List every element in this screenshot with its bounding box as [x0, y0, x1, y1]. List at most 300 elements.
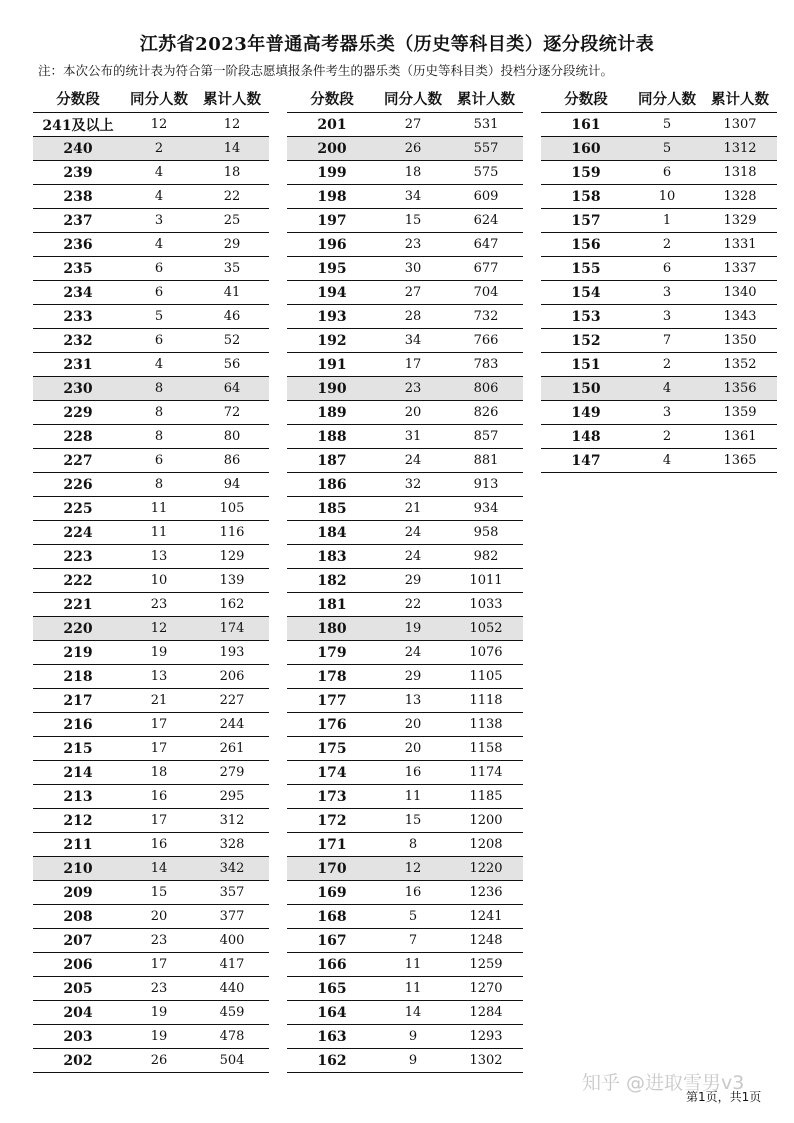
- cumulative-cell: 357: [219, 885, 245, 900]
- table-row: [33, 881, 269, 905]
- table-rows: [287, 112, 523, 1073]
- cumulative-cell: 478: [219, 1029, 245, 1044]
- score-cell: 152: [571, 332, 601, 349]
- score-cell: 230: [63, 380, 93, 397]
- cumulative-cell: 328: [219, 837, 245, 852]
- same-count-cell: 19: [150, 1005, 168, 1020]
- same-count-cell: 17: [150, 741, 168, 756]
- table-row: [287, 209, 523, 233]
- table-row: [287, 521, 523, 545]
- same-count-cell: 3: [662, 285, 672, 300]
- cumulative-cell: 18: [223, 165, 241, 180]
- same-count-cell: 17: [150, 957, 168, 972]
- table-row: [33, 905, 269, 929]
- cumulative-cell: 72: [223, 405, 241, 420]
- score-cell: 234: [63, 284, 93, 301]
- cumulative-cell: 826: [473, 405, 499, 420]
- cumulative-cell: 857: [473, 429, 499, 444]
- same-count-cell: 13: [150, 549, 168, 564]
- same-count-cell: 3: [154, 213, 164, 228]
- same-count-cell: 6: [154, 453, 164, 468]
- score-cell: 231: [63, 356, 93, 373]
- score-cell: 226: [63, 476, 93, 493]
- table-rows: [33, 112, 269, 1073]
- same-count-cell: 14: [404, 1005, 422, 1020]
- same-count-cell: 15: [404, 813, 422, 828]
- score-cell: 236: [63, 236, 93, 253]
- table-row: [287, 545, 523, 569]
- same-count-cell: 2: [154, 141, 164, 156]
- cumulative-cell: 105: [219, 501, 245, 516]
- cumulative-cell: 41: [223, 285, 241, 300]
- score-cell: 201: [317, 116, 347, 133]
- score-cell: 192: [317, 332, 347, 349]
- cumulative-cell: 1270: [469, 981, 503, 996]
- cumulative-cell: 52: [223, 333, 241, 348]
- score-cell: 198: [317, 188, 347, 205]
- same-count-cell: 16: [150, 837, 168, 852]
- cumulative-cell: 1284: [469, 1005, 503, 1020]
- cumulative-cell: 459: [219, 1005, 245, 1020]
- score-cell: 175: [317, 740, 347, 757]
- table-row: [541, 305, 777, 329]
- table-row: [287, 281, 523, 305]
- table-column-2: [287, 86, 523, 1073]
- table-row: [33, 281, 269, 305]
- table-row: [541, 449, 777, 473]
- cumulative-cell: 677: [473, 261, 499, 276]
- same-count-cell: 32: [404, 477, 422, 492]
- table-row: [287, 737, 523, 761]
- table-row: [33, 257, 269, 281]
- table-row: [287, 929, 523, 953]
- score-cell: 159: [571, 164, 601, 181]
- table-row: [287, 905, 523, 929]
- same-count-cell: 15: [150, 885, 168, 900]
- score-cell: 199: [317, 164, 347, 181]
- table-row: [33, 233, 269, 257]
- same-count-cell: 26: [404, 141, 422, 156]
- score-cell: 167: [317, 932, 347, 949]
- table-row: [33, 929, 269, 953]
- same-count-cell: 11: [404, 981, 422, 996]
- table-row: [33, 785, 269, 809]
- same-count-cell: 31: [404, 429, 422, 444]
- score-cell: 238: [63, 188, 93, 205]
- cumulative-cell: 958: [473, 525, 499, 540]
- cumulative-cell: 174: [219, 621, 245, 636]
- same-count-cell: 29: [404, 573, 422, 588]
- score-cell: 174: [317, 764, 347, 781]
- score-cell: 176: [317, 716, 347, 733]
- cumulative-cell: 80: [223, 429, 241, 444]
- table-row: [33, 641, 269, 665]
- score-cell: 180: [317, 620, 347, 637]
- score-cell: 171: [317, 836, 347, 853]
- table-row: [33, 377, 269, 401]
- table-row: [287, 833, 523, 857]
- score-cell: 169: [317, 884, 347, 901]
- score-cell: 215: [63, 740, 93, 757]
- same-count-cell: 18: [404, 165, 422, 180]
- cumulative-cell: 557: [473, 141, 499, 156]
- table-row: [287, 689, 523, 713]
- cumulative-cell: 1352: [723, 357, 757, 372]
- cumulative-cell: 934: [473, 501, 499, 516]
- score-cell: 183: [317, 548, 347, 565]
- cumulative-cell: 46: [223, 309, 241, 324]
- cumulative-cell: 783: [473, 357, 499, 372]
- header-score: 分数段: [564, 91, 608, 108]
- table-row: [287, 377, 523, 401]
- watermark: 知乎 @进取雪男v3: [582, 1072, 745, 1094]
- table-row: [33, 209, 269, 233]
- cumulative-cell: 913: [473, 477, 499, 492]
- score-cell: 228: [63, 428, 93, 445]
- table-row: [287, 785, 523, 809]
- same-count-cell: 23: [404, 237, 422, 252]
- cumulative-cell: 279: [219, 765, 245, 780]
- table-row: [287, 185, 523, 209]
- cumulative-cell: 575: [473, 165, 499, 180]
- table-row: [33, 809, 269, 833]
- score-cell: 170: [317, 860, 347, 877]
- cumulative-cell: 1033: [469, 597, 503, 612]
- table-row: [33, 329, 269, 353]
- table-row: [33, 713, 269, 737]
- cumulative-cell: 1052: [469, 621, 503, 636]
- table-row: [287, 881, 523, 905]
- cumulative-cell: 1340: [723, 285, 757, 300]
- score-cell: 173: [317, 788, 347, 805]
- cumulative-cell: 1337: [723, 261, 757, 276]
- same-count-cell: 20: [404, 717, 422, 732]
- cumulative-cell: 12: [223, 117, 241, 132]
- same-count-cell: 21: [404, 501, 422, 516]
- same-count-cell: 6: [154, 261, 164, 276]
- cumulative-cell: 244: [219, 717, 245, 732]
- cumulative-cell: 116: [219, 525, 245, 540]
- score-cell: 177: [317, 692, 347, 709]
- cumulative-cell: 732: [473, 309, 499, 324]
- table-row: [541, 425, 777, 449]
- cumulative-cell: 982: [473, 549, 499, 564]
- table-row: [33, 569, 269, 593]
- same-count-cell: 11: [150, 501, 168, 516]
- same-count-cell: 17: [150, 717, 168, 732]
- score-cell: 204: [63, 1004, 93, 1021]
- score-cell: 197: [317, 212, 347, 229]
- table-row: [33, 857, 269, 881]
- same-count-cell: 4: [154, 189, 164, 204]
- same-count-cell: 4: [154, 165, 164, 180]
- table-rows: [541, 112, 777, 473]
- score-cell: 208: [63, 908, 93, 925]
- same-count-cell: 14: [150, 861, 168, 876]
- cumulative-cell: 440: [219, 981, 245, 996]
- same-count-cell: 4: [662, 381, 672, 396]
- header-same-count: 同分人数: [384, 91, 442, 108]
- cumulative-cell: 881: [473, 453, 499, 468]
- cumulative-cell: 312: [219, 813, 245, 828]
- same-count-cell: 7: [408, 933, 418, 948]
- table-row: [287, 1049, 523, 1073]
- same-count-cell: 29: [404, 669, 422, 684]
- score-cell: 235: [63, 260, 93, 277]
- table-note: 注：本次公布的统计表为符合第一阶段志愿填报条件考生的器乐类（历史等科目类）投档分逐分段统计。: [38, 63, 614, 78]
- score-cell: 158: [571, 188, 601, 205]
- table-row: [287, 497, 523, 521]
- score-cell: 157: [571, 212, 601, 229]
- same-count-cell: 4: [154, 237, 164, 252]
- score-cell: 154: [571, 284, 601, 301]
- same-count-cell: 23: [150, 597, 168, 612]
- table-row: [541, 353, 777, 377]
- cumulative-cell: 22: [223, 189, 241, 204]
- same-count-cell: 4: [154, 357, 164, 372]
- cumulative-cell: 1302: [469, 1053, 503, 1068]
- score-cell: 211: [63, 836, 93, 853]
- cumulative-cell: 504: [219, 1053, 245, 1068]
- header-score: 分数段: [310, 91, 354, 108]
- cumulative-cell: 342: [219, 861, 245, 876]
- score-cell: 213: [63, 788, 93, 805]
- cumulative-cell: 704: [473, 285, 499, 300]
- same-count-cell: 7: [662, 333, 672, 348]
- cumulative-cell: 86: [223, 453, 241, 468]
- same-count-cell: 22: [404, 597, 422, 612]
- table-row: [541, 401, 777, 425]
- cumulative-cell: 647: [473, 237, 499, 252]
- cumulative-cell: 1174: [469, 765, 503, 780]
- table-row: [287, 953, 523, 977]
- same-count-cell: 8: [408, 837, 418, 852]
- score-cell: 193: [317, 308, 347, 325]
- cumulative-cell: 806: [473, 381, 499, 396]
- cumulative-cell: 1208: [469, 837, 503, 852]
- table-row: [287, 257, 523, 281]
- header-cumulative: 累计人数: [203, 91, 261, 108]
- score-cell: 195: [317, 260, 347, 277]
- table-row: [33, 953, 269, 977]
- score-cell: 181: [317, 596, 347, 613]
- cumulative-cell: 1343: [723, 309, 757, 324]
- same-count-cell: 5: [662, 141, 672, 156]
- table-row: [33, 1001, 269, 1025]
- score-cell: 223: [63, 548, 93, 565]
- same-count-cell: 26: [150, 1053, 168, 1068]
- score-cell: 147: [571, 452, 601, 469]
- table-row: [287, 761, 523, 785]
- same-count-cell: 8: [154, 381, 164, 396]
- table-row: [541, 281, 777, 305]
- cumulative-cell: 1329: [723, 213, 757, 228]
- score-cell: 162: [317, 1052, 347, 1069]
- same-count-cell: 24: [404, 525, 422, 540]
- table-row: [33, 401, 269, 425]
- score-cell: 202: [63, 1052, 93, 1069]
- score-cell: 191: [317, 356, 347, 373]
- same-count-cell: 24: [404, 645, 422, 660]
- same-count-cell: 11: [404, 957, 422, 972]
- cumulative-cell: 766: [473, 333, 499, 348]
- cumulative-cell: 129: [219, 549, 245, 564]
- score-cell: 179: [317, 644, 347, 661]
- score-cell: 153: [571, 308, 601, 325]
- same-count-cell: 1: [662, 213, 672, 228]
- cumulative-cell: 56: [223, 357, 241, 372]
- cumulative-cell: 64: [223, 381, 241, 396]
- cumulative-cell: 1361: [723, 429, 757, 444]
- score-cell: 196: [317, 236, 347, 253]
- score-cell: 172: [317, 812, 347, 829]
- cumulative-cell: 227: [219, 693, 245, 708]
- score-cell: 178: [317, 668, 347, 685]
- same-count-cell: 28: [404, 309, 422, 324]
- header-cumulative: 累计人数: [711, 91, 769, 108]
- cumulative-cell: 94: [223, 477, 241, 492]
- score-cell: 164: [317, 1004, 347, 1021]
- same-count-cell: 17: [150, 813, 168, 828]
- score-cell: 205: [63, 980, 93, 997]
- score-cell: 218: [63, 668, 93, 685]
- score-cell: 209: [63, 884, 93, 901]
- table-row: [33, 617, 269, 641]
- table-row: [541, 233, 777, 257]
- same-count-cell: 30: [404, 261, 422, 276]
- table-header: [541, 86, 777, 110]
- same-count-cell: 21: [150, 693, 168, 708]
- table-row: [33, 593, 269, 617]
- same-count-cell: 3: [662, 309, 672, 324]
- table-row: [541, 377, 777, 401]
- table-row: [287, 353, 523, 377]
- table-header: [33, 86, 269, 110]
- cumulative-cell: 624: [473, 213, 499, 228]
- table-row: [33, 161, 269, 185]
- cumulative-cell: 1158: [469, 741, 503, 756]
- score-cell: 148: [571, 428, 601, 445]
- cumulative-cell: 377: [219, 909, 245, 924]
- cumulative-cell: 1236: [469, 885, 503, 900]
- table-row: [33, 1049, 269, 1073]
- same-count-cell: 5: [408, 909, 418, 924]
- same-count-cell: 6: [662, 261, 672, 276]
- cumulative-cell: 162: [219, 597, 245, 612]
- cumulative-cell: 1356: [723, 381, 757, 396]
- table-column-3: [541, 86, 777, 473]
- table-row: [33, 185, 269, 209]
- header-score: 分数段: [56, 91, 100, 108]
- table-row: [287, 449, 523, 473]
- table-row: [541, 185, 777, 209]
- score-cell: 216: [63, 716, 93, 733]
- table-row: [287, 1025, 523, 1049]
- page-title: 江苏省2023年普通高考器乐类（历史等科目类）逐分段统计表: [139, 34, 655, 55]
- table-row: [287, 665, 523, 689]
- table-row: [541, 161, 777, 185]
- cumulative-cell: 29: [223, 237, 241, 252]
- cumulative-cell: 295: [219, 789, 245, 804]
- cumulative-cell: 1138: [469, 717, 503, 732]
- cumulative-cell: 1076: [469, 645, 503, 660]
- score-cell: 219: [63, 644, 93, 661]
- cumulative-cell: 1118: [469, 693, 503, 708]
- score-cell: 182: [317, 572, 347, 589]
- table-row: [541, 257, 777, 281]
- same-count-cell: 8: [154, 477, 164, 492]
- same-count-cell: 6: [154, 333, 164, 348]
- same-count-cell: 8: [154, 405, 164, 420]
- table-row: [541, 209, 777, 233]
- score-cell: 239: [63, 164, 93, 181]
- score-cell: 156: [571, 236, 601, 253]
- cumulative-cell: 139: [219, 573, 245, 588]
- cumulative-cell: 1318: [723, 165, 757, 180]
- same-count-cell: 20: [404, 741, 422, 756]
- header-same-count: 同分人数: [130, 91, 188, 108]
- score-cell: 203: [63, 1028, 93, 1045]
- score-cell: 163: [317, 1028, 347, 1045]
- same-count-cell: 34: [404, 189, 422, 204]
- table-row: [287, 425, 523, 449]
- table-row: [33, 833, 269, 857]
- cumulative-cell: 1312: [723, 141, 757, 156]
- score-cell: 217: [63, 692, 93, 709]
- score-cell: 149: [571, 404, 601, 421]
- cumulative-cell: 35: [223, 261, 241, 276]
- same-count-cell: 10: [658, 189, 676, 204]
- table-row: [287, 977, 523, 1001]
- score-cell: 187: [317, 452, 347, 469]
- same-count-cell: 5: [662, 117, 672, 132]
- cumulative-cell: 1241: [469, 909, 503, 924]
- table-row: [287, 112, 523, 137]
- same-count-cell: 2: [662, 357, 672, 372]
- cumulative-cell: 1293: [469, 1029, 503, 1044]
- same-count-cell: 23: [404, 381, 422, 396]
- same-count-cell: 17: [404, 357, 422, 372]
- score-cell: 150: [571, 380, 601, 397]
- table-row: [287, 593, 523, 617]
- table-row: [287, 857, 523, 881]
- same-count-cell: 24: [404, 549, 422, 564]
- same-count-cell: 23: [150, 981, 168, 996]
- same-count-cell: 5: [154, 309, 164, 324]
- same-count-cell: 12: [150, 117, 168, 132]
- cumulative-cell: 1365: [723, 453, 757, 468]
- score-cell: 155: [571, 260, 601, 277]
- score-cell: 185: [317, 500, 347, 517]
- same-count-cell: 13: [150, 669, 168, 684]
- cumulative-cell: 1331: [723, 237, 757, 252]
- score-cell: 166: [317, 956, 347, 973]
- cumulative-cell: 14: [223, 141, 241, 156]
- same-count-cell: 34: [404, 333, 422, 348]
- same-count-cell: 4: [662, 453, 672, 468]
- table-row: [33, 737, 269, 761]
- score-cell: 160: [571, 140, 601, 157]
- same-count-cell: 3: [662, 405, 672, 420]
- same-count-cell: 9: [408, 1029, 418, 1044]
- cumulative-cell: 1328: [723, 189, 757, 204]
- same-count-cell: 2: [662, 429, 672, 444]
- table-row: [541, 112, 777, 137]
- header-cumulative: 累计人数: [457, 91, 515, 108]
- table-row: [33, 112, 269, 137]
- cumulative-cell: 1220: [469, 861, 503, 876]
- score-cell: 224: [63, 524, 93, 541]
